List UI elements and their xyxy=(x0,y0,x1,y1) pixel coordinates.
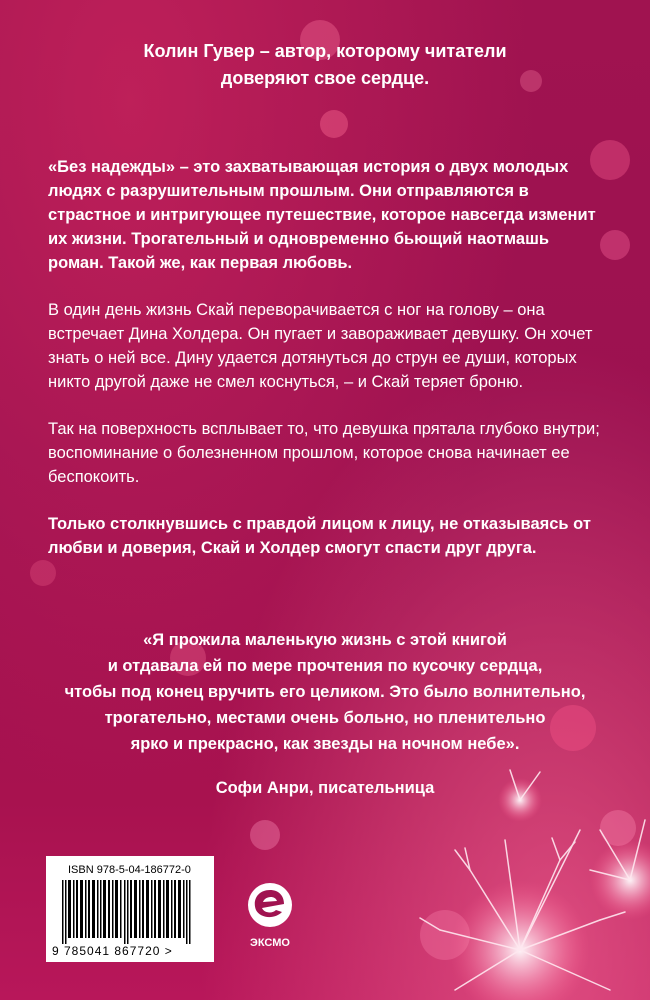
barcode-bars xyxy=(62,880,202,944)
barcode-digits: 9 785041 867720 > xyxy=(52,944,173,958)
synopsis-paragraph: В один день жизнь Скай переворачивается с ног на голову – она встречает Дина Холдера. Он пугает и завораживает девушку. Он хочет знать о ней все. Дину удается дотянуться до струн ее души, которых никто другой даже не смел коснуться, – и Скай теряет броню. xyxy=(48,301,593,391)
isbn-label: ISBN 978-5-04-186772-0 xyxy=(68,864,191,876)
synopsis-paragraph: Так на поверхность всплывает то, что девушка прятала глубоко внутри; воспоминание о болезненном прошлом, которое снова начинает ее беспокоить. xyxy=(48,420,600,486)
quote-line: трогательно, местами очень больно, но пленительно xyxy=(104,709,546,727)
tagline-line: Колин Гувер – автор, которому читатели xyxy=(143,41,507,61)
quote-line: и отдавала ей по мере прочтения по кусочку сердца, xyxy=(107,657,543,675)
quote-line: «Я прожила маленькую жизнь с этой книгой xyxy=(143,631,507,649)
publisher-logo xyxy=(230,880,310,950)
synopsis-paragraph: Только столкнувшись с правдой лицом к лицу, не отказываясь от любви и доверия, Скай и Холдер смогут спасти друг друга. xyxy=(48,515,591,557)
eksmo-logo-icon xyxy=(230,880,310,930)
quote-line: ярко и прекрасно, как звезды на ночном небе». xyxy=(130,735,520,753)
tagline-line: доверяют свое сердце. xyxy=(220,68,430,88)
review-quote xyxy=(40,627,610,801)
quote-line: чтобы под конец вручить его целиком. Это было волнительно, xyxy=(64,683,586,701)
isbn-barcode xyxy=(46,856,214,962)
publisher-name: ЭКСМО xyxy=(250,937,290,949)
quote-author: Софи Анри, писательница xyxy=(215,779,435,797)
book-synopsis xyxy=(48,155,608,583)
synopsis-paragraph: «Без надежды» – это захватывающая история о двух молодых людях с разрушительным прошлым. Они отправляются в страстное и интригующее путешествие, которое навсегда изменит их жизни. Трогательный и одновременно бьющий наотмашь роман. Такой же, как первая любовь. xyxy=(48,158,596,272)
author-tagline xyxy=(0,38,650,92)
